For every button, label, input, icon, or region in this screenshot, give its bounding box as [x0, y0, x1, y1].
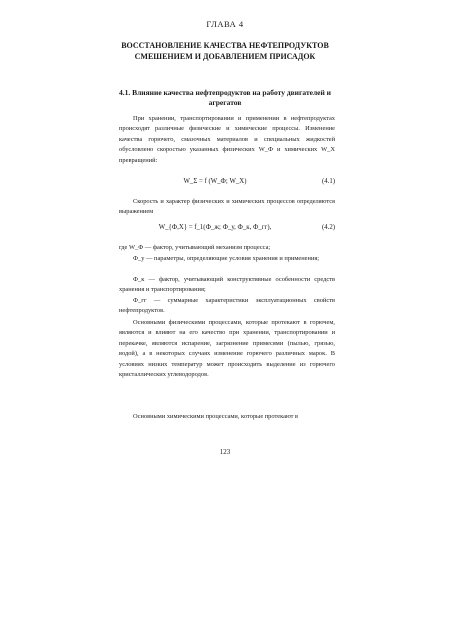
paragraph-properties: Ф_гг — суммарные характеристики эксплуатационных свойств нефтепродуктов. [119, 297, 335, 315]
paragraph-rate: Скорость и характер физических и химических процессов определяются выражением [119, 198, 335, 216]
paragraph-intro: При хранении, транспортировании и применении в нефтепродуктах происходят различные физические и химические процессы. Изменение качества горючего, смазочных материалов и специальных жидкостей обусловлено скоростью указанных физических W_Ф и химических W_Х превращений: [119, 115, 335, 164]
section-title: 4.1. Влияние качества нефтепродуктов на работу двигателей и агрегатов [118, 88, 332, 107]
paragraph-where: где W_Ф — фактор, учитывающий механизм процесса; [119, 244, 271, 251]
chapter-label: ГЛАВА 4 [206, 19, 244, 29]
formula-number: (4.1) [321, 178, 335, 185]
paragraph-chemical: Основными химическими процессами, которые протекают в [133, 413, 299, 420]
formula-expression: W_Σ = f (W_Ф; W_Х) [183, 178, 247, 185]
paragraph-physical: Основными физическими процессами, которые протекают в горючем, являются и влияют на его качество при хранении, транспортировании и перекачке, являются испарение, загрязнение примесями (пылью, грязью, водой), а в некоторых случаях изменение горючего различных марок. В условиях низких температур может происходить выделение из горючего кристаллических углеводородов. [119, 319, 335, 379]
chapter-title: ВОССТАНОВЛЕНИЕ КАЧЕСТВА НЕФТЕПРОДУКТОВ СМЕШЕНИЕМ И ДОБАВЛЕНИЕМ ПРИСАДОК [121, 41, 329, 61]
formula-expression: W_{Ф,Х} = f_1(Ф_ж; Ф_у, Ф_к, Ф_гг), [158, 224, 272, 231]
paragraph-design: Ф_к — фактор, учитывающий конструктивные особенности средств хранения и транспортирования; [119, 276, 335, 294]
paragraph-conditions: Ф_у — параметры, определяющие условия хранения и применения; [133, 255, 320, 262]
page-number: 123 [219, 448, 231, 456]
formula-number: (4.2) [321, 224, 335, 231]
